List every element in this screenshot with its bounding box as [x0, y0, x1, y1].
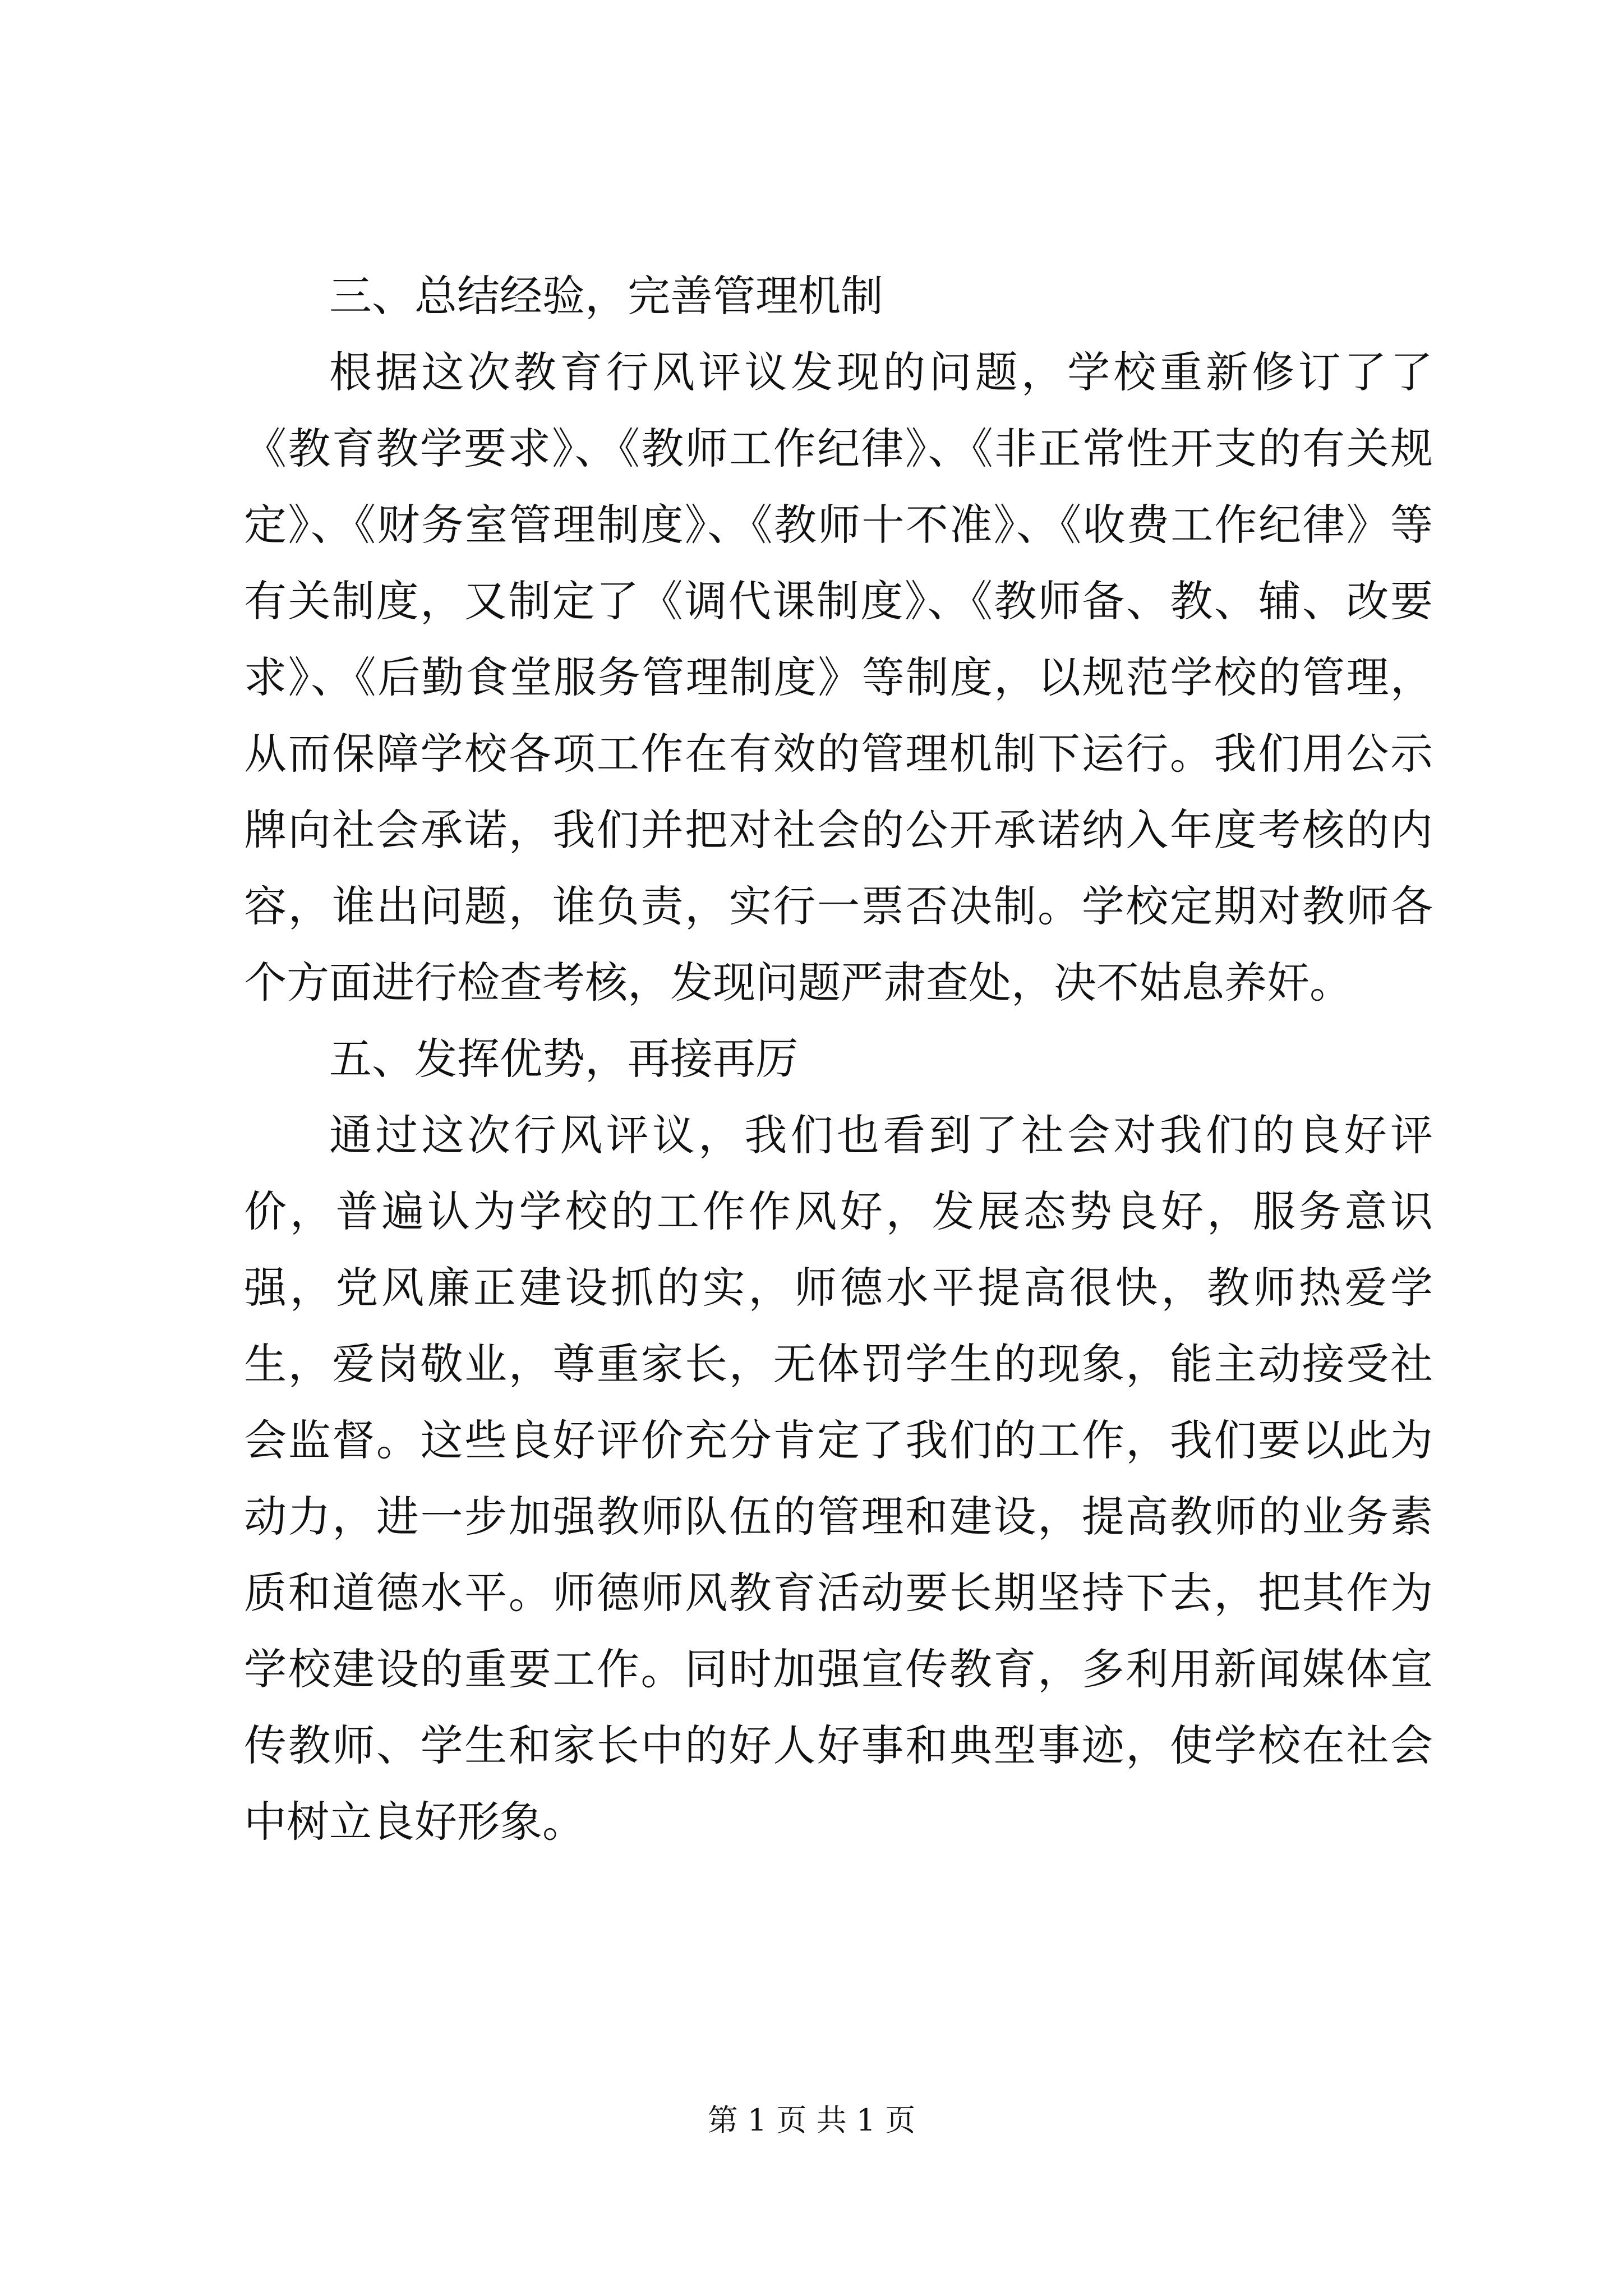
section-heading-advantages: 五、发挥优势，再接再厉	[329, 1034, 798, 1084]
section-paragraph-advantages: 通过这次行风评议，我们也看到了社会对我们的良好评价，普遍认为学校的工作作风好，发展态势良好，服务意识强，党风廉正建设抓的实，师德水平提高很快，教师热爱学生，爱岗敬业，尊重家长，无体罚学生的现象，能主动接受社会监督。这些良好评价充分肯定了我们的工作，我们要以此为动力，进一步加强教师队伍的管理和建设，提高教师的业务素质和道德水平。师德师风教育活动要长期坚持下去，把其作为学校建设的重要工作。同时加强宣传教育，多利用新闻媒体宣传教师、学生和家长中的好人好事和典型事迹，使学校在社会中树立良好形象。	[244, 1110, 1433, 1847]
document-body	[244, 258, 1433, 1860]
section-heading-summary: 三、总结经验，完善管理机制	[329, 271, 883, 321]
page-number-footer: 第 1 页 共 1 页	[707, 2102, 916, 2138]
section-paragraph-summary: 根据这次教育行风评议发现的问题，学校重新修订了了《教育教学要求》、《教师工作纪律》、《非正常性开支的有关规定》、《财务室管理制度》、《教师十不准》、《收费工作纪律》等有关制度，又制定了《调代课制度》、《教师备、教、辅、改要求》、《后勤食堂服务管理制度》等制度，以规范学校的管理，从而保障学校各项工作在有效的管理机制下运行。我们用公示牌向社会承诺，我们并把对社会的公开承诺纳入年度考核的内容，谁出问题，谁负责，实行一票否决制。学校定期对教师各个方面进行检查考核，发现问题严肃查处，决不姑息养奸。	[244, 347, 1433, 1007]
